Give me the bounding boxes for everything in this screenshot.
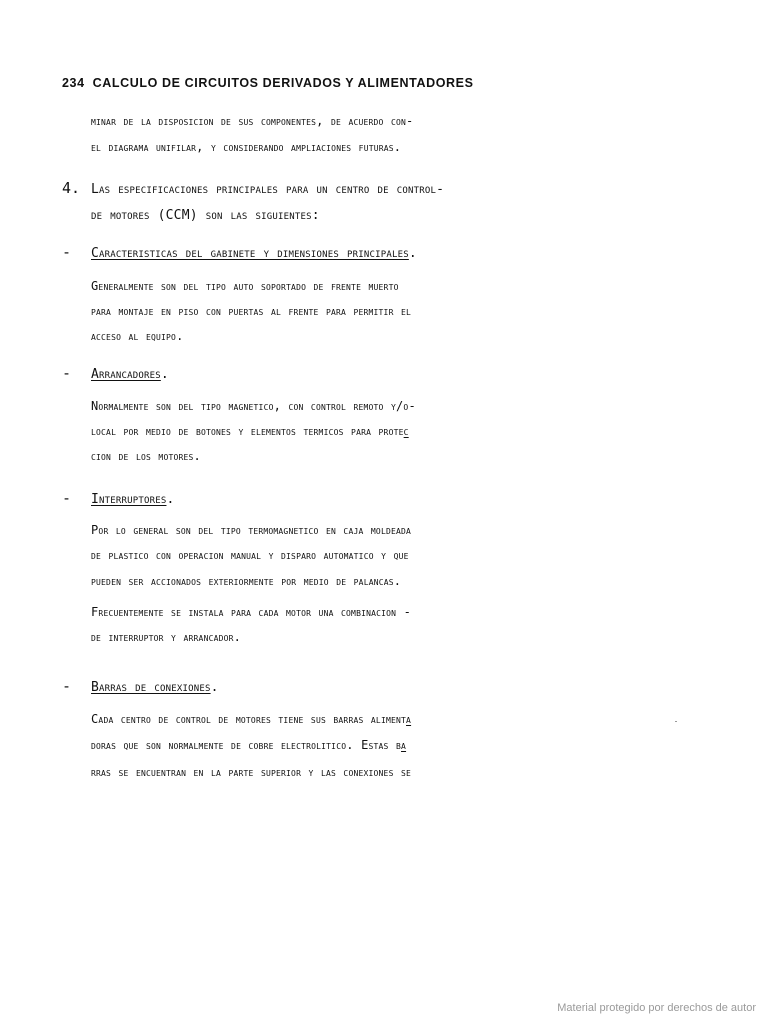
intro-line-2: el diagrama unifilar, y considerando ampliaciones futuras. <box>91 140 402 154</box>
arrancadores-line-2-text: local por medio de botones y elementos termicos para prote <box>91 424 404 438</box>
section-heading-barras <box>91 680 219 695</box>
barras-line-1-text: Cada centro de control de motores tiene sus barras aliment <box>91 712 407 726</box>
section-heading-interruptores <box>91 492 174 507</box>
interruptores-line-1: Por lo general son del tipo termomagnetico en caja moldeada <box>91 523 412 537</box>
gabinete-line-1: Generalmente son del tipo auto soportado de frente muerto <box>91 279 399 293</box>
interruptores-line-2: de plastico con operacion manual y disparo automatico y que <box>91 548 409 562</box>
arrancadores-line-2-underlined: c <box>403 424 409 438</box>
heading-barras-end: . <box>210 680 219 695</box>
heading-barras-text: Barras de conexiones <box>91 680 211 695</box>
item-4-line-2: de motores (CCM) son las siguientes: <box>91 208 320 223</box>
arrancadores-line-3: cion de los motores. <box>91 449 201 463</box>
heading-arrancadores-text: Arrancadores <box>91 367 161 382</box>
page-number: 234 <box>62 76 85 90</box>
scan-speck <box>675 721 677 722</box>
heading-arrancadores-end: . <box>160 367 169 382</box>
barras-line-1 <box>91 712 411 726</box>
bullet-dash-interruptores: - <box>62 489 72 507</box>
heading-gabinete-end: . <box>408 246 417 261</box>
arrancadores-line-2 <box>91 424 409 438</box>
gabinete-line-2: para montaje en piso con puertas al frente para permitir el <box>91 304 412 318</box>
bullet-dash-gabinete: - <box>62 243 72 261</box>
heading-gabinete-text: Caracteristicas del gabinete y dimensiones principales <box>91 246 409 261</box>
intro-line-1: minar de la disposicion de sus componentes, de acuerdo con- <box>91 114 414 128</box>
item-4-line-1: Las especificaciones principales para un centro de control- <box>91 182 445 197</box>
chapter-title: CALCULO DE CIRCUITOS DERIVADOS Y ALIMENTADORES <box>92 76 474 90</box>
section-heading-arrancadores <box>91 367 169 382</box>
interruptores-line-3: pueden ser accionados exteriormente por medio de palancas. <box>91 574 402 588</box>
item-4-number: 4. <box>62 179 81 197</box>
interruptores-line-4: Frecuentemente se instala para cada motor una combinacion - <box>91 605 412 619</box>
barras-line-2-text: doras que son normalmente de cobre electrolitico. Estas b <box>91 738 402 752</box>
barras-line-1-underlined: a <box>406 712 412 726</box>
interruptores-line-5: de interruptor y arrancador. <box>91 630 242 644</box>
barras-line-2-underlined: a <box>401 738 407 752</box>
barras-line-2 <box>91 738 406 752</box>
section-heading-gabinete <box>91 246 417 261</box>
barras-line-3: rras se encuentran en la parte superior y las conexiones se <box>91 765 412 779</box>
bullet-dash-barras: - <box>62 677 72 695</box>
gabinete-line-3: acceso al equipo. <box>91 329 184 343</box>
heading-interruptores-end: . <box>166 492 175 507</box>
copyright-watermark: Material protegido por derechos de autor <box>557 1002 756 1014</box>
arrancadores-line-1: Normalmente son del tipo magnetico, con control remoto y/o- <box>91 399 416 413</box>
running-header <box>62 76 474 90</box>
heading-interruptores-text: Interruptores <box>91 492 167 507</box>
bullet-dash-arrancadores: - <box>62 364 72 382</box>
